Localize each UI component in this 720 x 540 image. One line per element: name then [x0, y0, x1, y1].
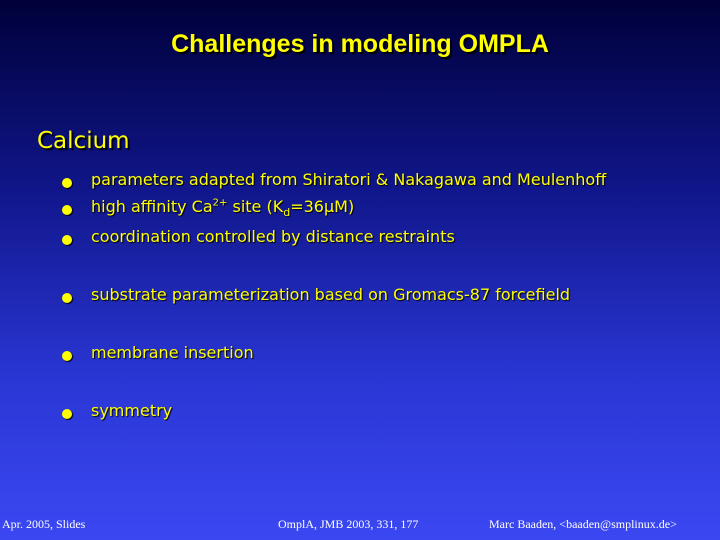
bullet-text: symmetry [91, 401, 173, 420]
bullet-icon [62, 235, 72, 245]
footer-date: Apr. 2005, Slides [2, 517, 86, 531]
bullet-text-part: =36μM) [290, 197, 355, 216]
bullet-text-part: high affinity Ca [91, 197, 213, 216]
bullet-icon [62, 178, 72, 188]
bullet-text [91, 197, 354, 219]
bullet-text: coordination controlled by distance restraints [91, 227, 455, 246]
bullet-text: membrane insertion [91, 343, 254, 362]
bullet-icon [62, 409, 72, 419]
section-heading: Calcium [37, 128, 130, 154]
bullet-icon [62, 205, 72, 215]
slide-title: Challenges in modeling OMPLA [171, 30, 549, 58]
bullet-text: substrate parameterization based on Gromacs-87 forcefield [91, 285, 571, 304]
superscript-charge: 2+ [212, 197, 228, 209]
subscript-d: d [283, 206, 291, 220]
footer-author: Marc Baaden, <baaden@smplinux.de> [489, 517, 677, 531]
bullet-icon [62, 351, 72, 361]
bullet-icon [62, 293, 72, 303]
footer-reference: OmplA, JMB 2003, 331, 177 [278, 517, 419, 531]
bullet-text: parameters adapted from Shiratori & Nakagawa and Meulenhoff [91, 170, 607, 189]
bullet-text-part: site (K [227, 197, 284, 216]
